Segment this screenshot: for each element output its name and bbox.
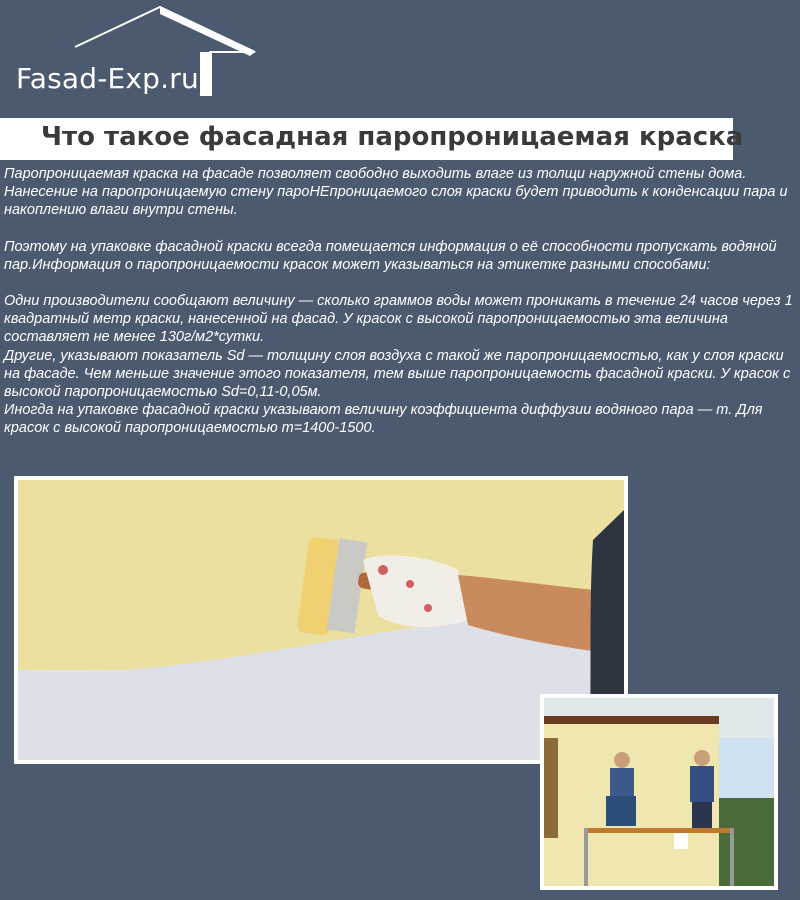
painting-wall-image	[18, 480, 624, 760]
paragraph: Иногда на упаковке фасадной краски указывают величину коэффициента диффузии водяного пара — m. Для красок с высокой паропроницаемостью m=1400-1500.	[4, 402, 763, 437]
logo-text: Fasad-Exp.ru	[16, 62, 199, 95]
painting-wall-photo	[14, 476, 628, 764]
page-title: Что такое фасадная паропроницаемая краска	[41, 122, 744, 152]
paragraph: Другие, указывают показатель Sd — толщину слоя воздуха с такой же паропроницаемостью, как у слоя краски на фасаде. Чем меньше значение этого показателя, тем выше паропроницаемость фасадной краски. У красок с высокой паропроницаемостью Sd=0,11-0,05м.	[4, 347, 791, 401]
article-body	[4, 165, 796, 438]
painters-scaffold-photo	[540, 694, 778, 890]
site-logo[interactable]	[0, 0, 270, 110]
paragraph: Одни производители сообщают величину — сколько граммов воды может проникать в течение 24 часов через 1 квадратный метр краски, нанесенной на фасад. У красок с высокой паропроницаемостью эта величина составляет не менее 130г/м2*сутки.	[4, 293, 793, 346]
paragraph: Паропроницаемая краска на фасаде позволяет свободно выходить влаге из толщи наружной стены дома. Нанесение на паропроницаемую стену пароНЕпроницаемого слоя краски будет приводить к конденсации пара и накоплению влаги внутри стены.	[4, 166, 788, 219]
paragraph: Поэтому на упаковке фасадной краски всегда помещается информация о её способности пропускать водяной пар.Информация о паропроницаемости красок может указываться на этикетке разными способами:	[4, 238, 777, 273]
painters-scaffold-image	[544, 698, 774, 886]
